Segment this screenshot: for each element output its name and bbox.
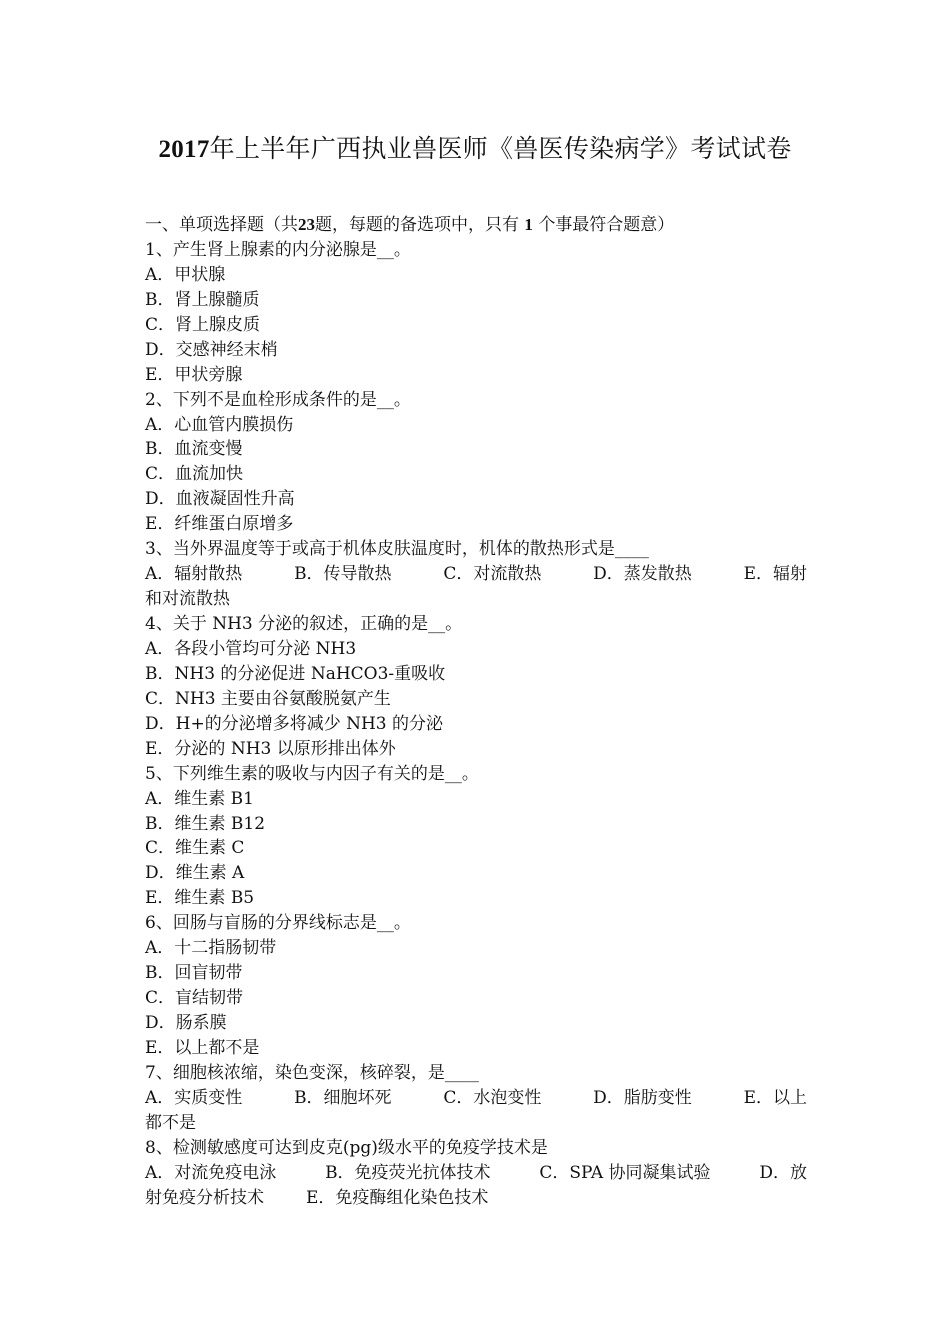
option: D．H+的分泌增多将减少 NH3 的分泌 xyxy=(145,713,444,734)
option: B．传导散热 xyxy=(294,564,392,585)
question-stem: 1、产生肾上腺素的内分泌腺是__。 xyxy=(145,239,411,260)
inline-options xyxy=(145,562,807,587)
section-middle: 题，每题的备选项中，只有 xyxy=(315,215,519,235)
question-stem: 6、回肠与盲肠的分界线标志是__。 xyxy=(145,913,411,934)
option: B．NH3 的分泌促进 NaHCO3-重吸收 xyxy=(145,663,446,684)
question-stem: 2、下列不是血栓形成条件的是__。 xyxy=(145,389,411,410)
option: D．交感神经末梢 xyxy=(145,339,278,360)
option: A．维生素 B1 xyxy=(145,788,254,809)
option: A．实质变性 xyxy=(145,1087,243,1108)
option: C．血流加快 xyxy=(145,464,244,485)
option: B．维生素 B12 xyxy=(145,813,266,834)
inline-options xyxy=(145,1161,807,1186)
option: D．脂肪变性 xyxy=(593,1087,692,1108)
question-count: 23 xyxy=(298,215,315,234)
option: B．血流变慢 xyxy=(145,439,243,460)
option: A．甲状腺 xyxy=(145,264,226,285)
option-continuation: 和对流散热 xyxy=(145,589,230,610)
option: A．对流免疫电泳 xyxy=(145,1162,277,1183)
question-stem: 4、关于 NH3 分泌的叙述，正确的是__。 xyxy=(145,614,463,634)
option: D．蒸发散热 xyxy=(593,564,692,585)
option: C．维生素 C xyxy=(145,838,245,859)
option: C．水泡变性 xyxy=(443,1087,542,1108)
option: D．血液凝固性升高 xyxy=(145,489,295,510)
option: B．回盲韧带 xyxy=(145,963,243,984)
question-stem: 3、当外界温度等于或高于机体皮肤温度时，机体的散热形式是____ xyxy=(145,539,649,560)
section-heading xyxy=(145,213,807,238)
option: C．盲结韧带 xyxy=(145,988,244,1009)
option: B．细胞坏死 xyxy=(294,1087,392,1108)
option: D．维生素 A xyxy=(145,863,245,884)
option: E．免疫酶组化染色技术 xyxy=(306,1187,489,1208)
option: E．甲状旁腺 xyxy=(145,364,243,385)
option: A．辐射散热 xyxy=(145,564,243,585)
option: E．维生素 B5 xyxy=(145,888,255,909)
question-stem: 8、检测敏感度可达到皮克(pg)级水平的免疫学技术是 xyxy=(145,1137,548,1158)
option: B．免疫荧光抗体技术 xyxy=(325,1162,491,1183)
inline-options xyxy=(145,1086,807,1111)
option: C．SPA 协同凝集试验 xyxy=(539,1162,711,1183)
option: C．NH3 主要由谷氨酸脱氨产生 xyxy=(145,688,391,709)
question-stem: 7、细胞核浓缩，染色变深，核碎裂，是____ xyxy=(145,1062,479,1083)
option-continuation-text: 射免疫分析技术 xyxy=(145,1187,264,1208)
option: E．辐射 xyxy=(743,564,807,585)
page-title xyxy=(0,132,950,167)
answer-count: 1 xyxy=(524,215,533,234)
exam-content xyxy=(145,213,807,1211)
option: C．对流散热 xyxy=(443,564,542,585)
title-text: 年上半年广西执业兽医师《兽医传染病学》考试试卷 xyxy=(209,134,792,163)
option: E．以上 xyxy=(743,1087,807,1108)
title-year: 2017 xyxy=(158,136,210,163)
option: D．放 xyxy=(759,1162,807,1183)
section-prefix: 一、单项选择题（共 xyxy=(145,215,298,235)
question-stem: 5、下列维生素的吸收与内因子有关的是__。 xyxy=(145,763,479,784)
option: A．十二指肠韧带 xyxy=(145,938,277,959)
option: B．肾上腺髓质 xyxy=(145,289,260,310)
option: D．肠系膜 xyxy=(145,1013,227,1033)
option: E．纤维蛋白原增多 xyxy=(145,514,294,535)
option: E．以上都不是 xyxy=(145,1037,260,1058)
option: A．心血管内膜损伤 xyxy=(145,414,294,435)
option: A．各段小管均可分泌 NH3 xyxy=(145,638,357,659)
option-continuation xyxy=(145,1186,807,1211)
section-suffix: 个事最符合题意） xyxy=(538,215,675,235)
option-continuation: 都不是 xyxy=(145,1112,196,1133)
option: E．分泌的 NH3 以原形排出体外 xyxy=(145,738,396,759)
option: C．肾上腺皮质 xyxy=(145,314,261,335)
